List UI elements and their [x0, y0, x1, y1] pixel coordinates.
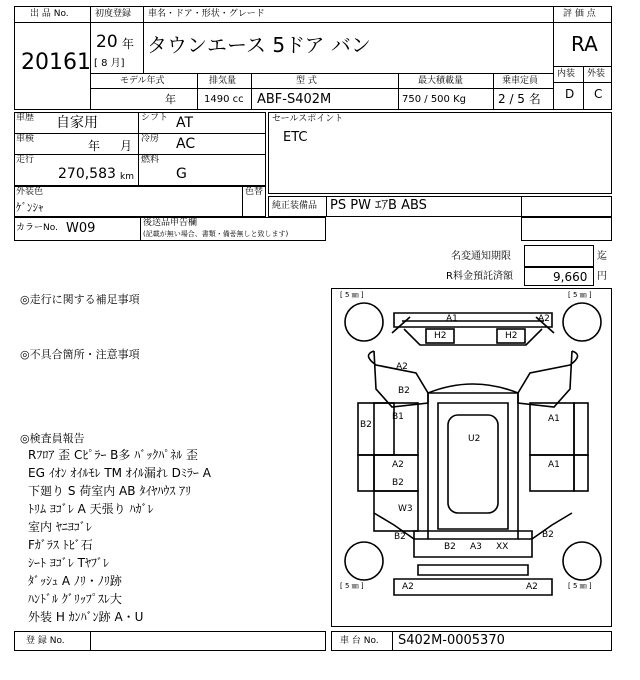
capacity-label: 乗車定員 [502, 76, 539, 86]
specs-left [14, 112, 266, 186]
lot-number: 20161 [21, 50, 91, 75]
history-label: 車歴 [16, 113, 35, 123]
report-line: ﾀﾞｯｼｭ A ﾉﾘ・ﾉﾘ跡 [28, 574, 122, 588]
interior-score: D [565, 87, 575, 101]
mark-rear-xx: XX [496, 542, 509, 552]
displacement: 1490 cc [204, 94, 244, 105]
mark-headlamp-right: H2 [505, 331, 518, 341]
color-no: W09 [66, 221, 96, 236]
capacity: 2 / 5 名 [498, 92, 541, 106]
exterior-color-box [14, 186, 266, 217]
interior-label: 内装 [557, 69, 576, 79]
aftermarket-label: 後送品申告欄 [143, 218, 198, 228]
mark-left-front-low: B2 [398, 386, 410, 396]
name-change-label: 名変通知期限 [451, 251, 511, 262]
name-change-unit: 迄 [597, 251, 607, 262]
aftermarket-note: (記載が無い場合、書類・備품無しと致します) [143, 230, 289, 238]
mark-bumper-left: A2 [402, 582, 414, 592]
mark-bumper-right: A2 [526, 582, 538, 592]
tread-depth-fl: [ 5 ㎜ ] [340, 291, 364, 299]
report-line: EG ｲｵﾝ ｵｲﾙﾓﾚ TM ｵｲﾙ漏れ Dﾐﾗｰ A [28, 466, 211, 480]
mark-left-door-mid: A2 [392, 460, 404, 470]
grade-score: RA [571, 32, 598, 56]
first-reg-year: 20 [96, 32, 118, 52]
first-reg-month: [ 8 月] [94, 58, 125, 69]
supplement-heading: ◎走行に関する補足事項 [20, 293, 140, 306]
report-line: Rﾌﾛｱ 歪 Cﾋﾟﾗｰ B多 ﾊﾞｯｸﾊﾟﾈﾙ 歪 [28, 448, 199, 462]
first-reg-label: 初度登録 [95, 9, 132, 19]
report-line: 外装 H ｶﾝﾊﾞﾝ跡 A・U [28, 610, 144, 624]
type-label: 型 式 [296, 76, 317, 86]
shift-label: シフト [141, 113, 169, 123]
inspection-label: 車検 [16, 134, 35, 144]
sales-point-label: セールスポイント [272, 114, 344, 124]
mark-front-right: A2 [538, 314, 550, 324]
report-line: 室内 ﾔﾆﾖｺﾞﾚ [28, 520, 92, 534]
defects-heading: ◎不具合箇所・注意事項 [20, 348, 140, 361]
recolor-label: 色替 [245, 187, 264, 197]
sales-point-box [268, 112, 612, 194]
tread-depth-rr: [ 5 ㎜ ] [568, 582, 592, 590]
mark-headlamp-left: H2 [434, 331, 447, 341]
displacement-label: 排気量 [209, 76, 237, 86]
name-change-box [524, 245, 594, 267]
shift: AT [176, 115, 194, 131]
sales-point: ETC [283, 130, 308, 145]
car-name: タウンエース 5ドア バン [147, 33, 371, 57]
report-line: ﾊﾝﾄﾞﾙ ｸﾞﾘｯﾌﾟｽﾚ大 [28, 592, 122, 606]
inspection-year: 年 [88, 139, 101, 153]
report-line: 下廻り S 荷室内 AB ﾀｲﾔﾊｳｽ ｱﾘ [28, 484, 192, 498]
inspector-heading: ◎検査員報告 [20, 432, 85, 445]
recycle-amount: 9,660 [553, 270, 588, 284]
exterior-color: ｹﾞﾝｼｬ [16, 201, 44, 214]
ac-label: 冷房 [141, 134, 160, 144]
recycle-unit: 円 [597, 271, 607, 282]
first-reg-year-unit: 年 [122, 37, 135, 51]
payload: 750 / 500 Kg [402, 94, 466, 105]
color-no-label: カラーNo. [16, 223, 58, 233]
equipment-extra-box [521, 217, 612, 241]
equipment-label: 純正装備品 [272, 201, 318, 211]
car-diagram [331, 288, 612, 627]
name-label: 車名・ドア・形状・グレード [148, 9, 265, 19]
mileage-unit: km [120, 172, 134, 182]
registration-label: 登 録 No. [26, 636, 65, 646]
model-type: ABF-S402M [257, 92, 332, 107]
mark-right-door-front: A1 [548, 414, 560, 424]
equipment-box [268, 196, 612, 217]
mark-left-rear-low: B2 [394, 532, 406, 542]
report-line: Fｶﾞﾗｽ ﾄﾋﾞ石 [28, 538, 93, 552]
car-outline [332, 289, 613, 628]
mark-left-fender: A2 [396, 362, 408, 372]
exterior-color-label: 外装色 [16, 187, 44, 197]
mark-rear-a3: A3 [470, 542, 482, 552]
mark-rear-b2: B2 [444, 542, 456, 552]
mileage: 270,583 [58, 166, 116, 182]
lot-label: 出 品 No. [30, 9, 69, 19]
chassis-number: S402M-0005370 [398, 633, 505, 648]
model-year-unit: 年 [165, 93, 176, 106]
mark-right-door-mid: A1 [548, 460, 560, 470]
tread-depth-fr: [ 5 ㎜ ] [568, 291, 592, 299]
grade-label: 評 価 点 [563, 9, 596, 19]
exterior-label: 外装 [587, 69, 606, 79]
mark-roof: U2 [468, 434, 481, 444]
history: 自家用 [56, 115, 98, 131]
mark-front-left: A1 [446, 314, 458, 324]
equipment: PS PW ｴｱB ABS [330, 198, 427, 213]
mark-left-door-mid2: B2 [392, 478, 404, 488]
chassis-label: 車 台 No. [340, 636, 379, 646]
inspection-month: 月 [120, 139, 133, 153]
report-line: ﾄﾘﾑ ﾖｺﾞﾚ A 天張り ﾊｶﾞﾚ [28, 502, 154, 516]
fuel: G [176, 166, 187, 182]
mark-left-rear: W3 [398, 504, 413, 514]
payload-label: 最大積載量 [418, 76, 464, 86]
tread-depth-rl: [ 5 ㎜ ] [340, 582, 364, 590]
exterior-score: C [594, 87, 603, 101]
mark-left-door-front: B1 [392, 412, 404, 422]
recycle-label: R料金預託済額 [446, 271, 513, 282]
model-year-label: モデル年式 [120, 76, 165, 86]
ac: AC [176, 136, 196, 152]
mark-left-panel: B2 [360, 420, 372, 430]
mileage-label: 走行 [16, 155, 35, 165]
fuel-label: 燃料 [141, 155, 160, 165]
report-line: ｼｰﾄ ﾖｺﾞﾚ Tﾔﾌﾞﾚ [28, 556, 109, 570]
mark-right-rear: B2 [542, 530, 554, 540]
